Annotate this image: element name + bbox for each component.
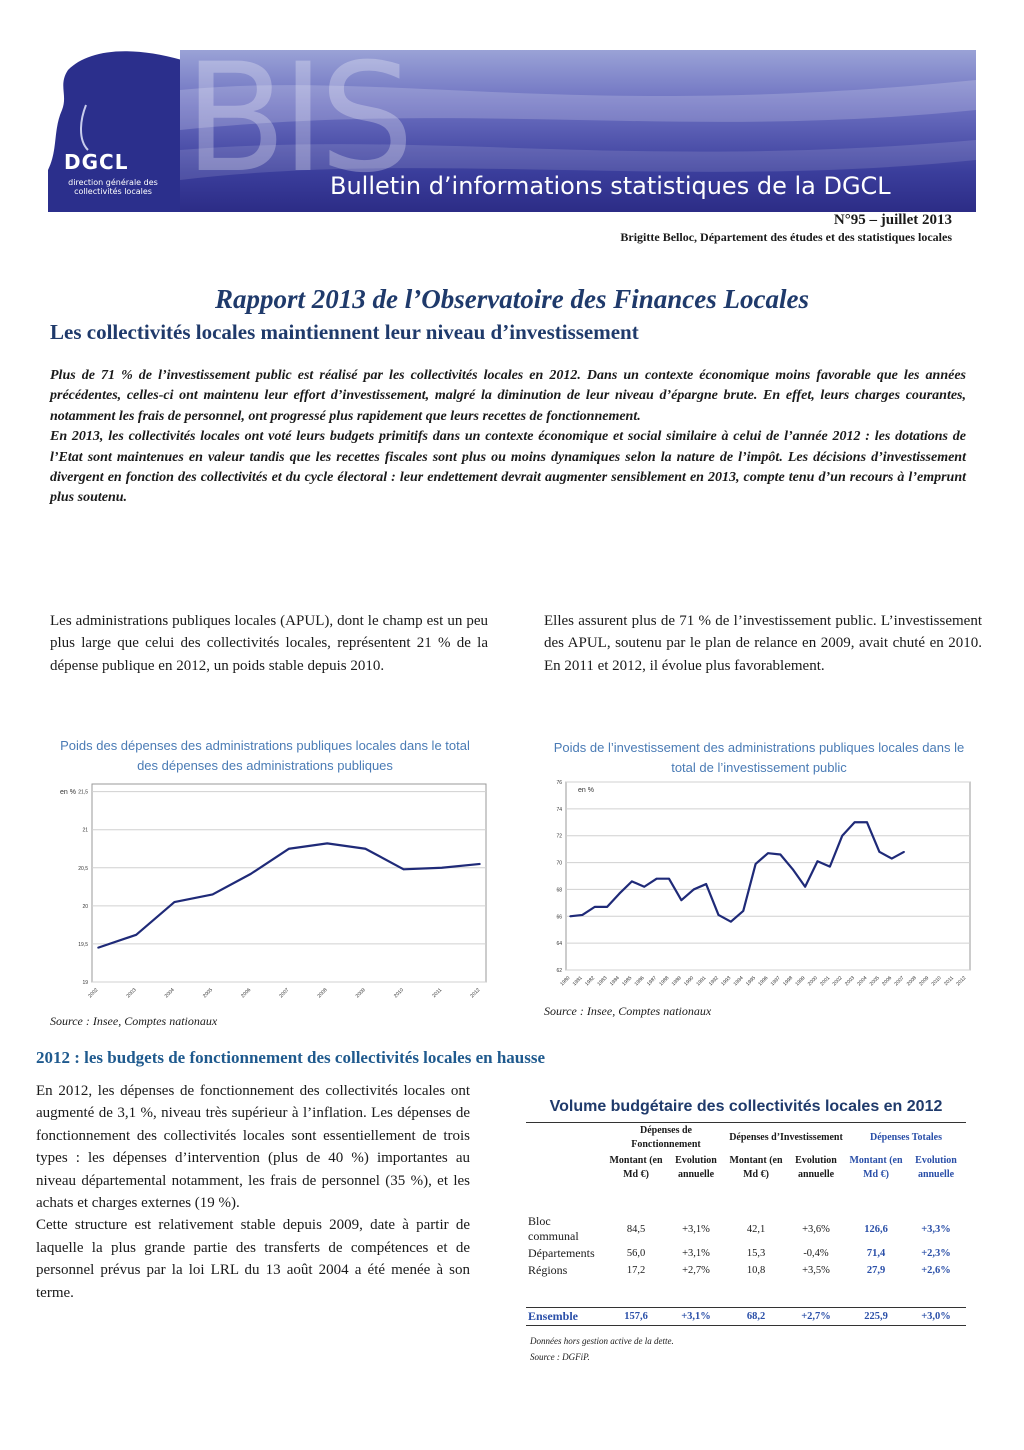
data-point — [582, 914, 584, 916]
data-point — [792, 868, 794, 870]
x-tick-label: 1994 — [732, 975, 745, 988]
x-tick-label: 2007 — [893, 975, 906, 988]
y-tick-label: 72 — [556, 833, 562, 840]
chart2-source: Source : Insee, Comptes nationaux — [544, 1004, 712, 1018]
chart2-title: Poids de l’investissement des administrations publiques locales dans le total de l’investissement public — [553, 740, 965, 775]
data-point — [693, 889, 695, 891]
left-column-text-1 — [50, 610, 488, 677]
table-source: Source : DGFiP. — [530, 1352, 590, 1362]
data-point — [97, 947, 99, 949]
right-column-text-1 — [544, 610, 982, 677]
y-tick-label: 66 — [556, 914, 562, 921]
data-point — [135, 934, 137, 936]
data-point — [479, 863, 481, 865]
x-tick-label: 1995 — [744, 975, 758, 988]
table-sub-header — [526, 1153, 966, 1183]
series-line — [570, 822, 904, 921]
x-tick-label: 2012 — [469, 987, 482, 1000]
y-tick-label: 20 — [82, 903, 88, 910]
y-tick-label: 74 — [556, 806, 562, 813]
x-tick-label: 2010 — [392, 987, 406, 1000]
x-tick-label: 1990 — [683, 975, 696, 988]
x-tick-label: 1985 — [621, 975, 634, 988]
data-point — [903, 851, 905, 853]
x-tick-label: 1996 — [757, 975, 770, 988]
data-point — [619, 893, 621, 895]
x-tick-label: 1986 — [633, 975, 646, 988]
left-column-text-2 — [36, 1080, 470, 1304]
x-tick-label: 2005 — [201, 987, 215, 1000]
chart1-source: Source : Insee, Comptes nationaux — [50, 1014, 218, 1028]
x-tick-label: 1983 — [596, 975, 609, 988]
data-point — [891, 858, 893, 860]
data-point — [365, 848, 367, 850]
table-group-header — [526, 1123, 966, 1154]
x-tick-label: 2005 — [868, 975, 881, 988]
y-tick-label: 70 — [556, 860, 562, 867]
page-title: Rapport 2013 de l’Observatoire des Finances Locales — [215, 284, 809, 314]
x-tick-label: 1989 — [670, 975, 683, 988]
left2-paragraph-2: Cette structure est relativement stable depuis 2009, date à partir de laquelle la plus grande partie des transferts de compétences et de personnel prévus par la loi LRL du 13 août 2004 a été menée à son terme. — [36, 1217, 470, 1301]
subheader: Montant (en Md €) — [849, 1155, 903, 1180]
issue-number: N°95 – juillet 2013 — [833, 212, 952, 228]
x-tick-label: 2003 — [843, 975, 857, 988]
logo-subtext: direction générale des collectivités locales — [68, 178, 158, 196]
data-point — [841, 835, 843, 837]
dgcl-logo — [48, 50, 182, 212]
x-tick-label: 2011 — [943, 975, 956, 988]
banner-title: Bulletin d’informations statistiques de la DGCL — [330, 172, 891, 200]
data-point — [767, 852, 769, 854]
plot-area — [92, 784, 486, 982]
x-tick-label: 2009 — [354, 987, 367, 1000]
table-title: Volume budgétaire des collectivités locales en 2012 — [549, 1098, 943, 1115]
x-tick-label: 2008 — [905, 975, 918, 988]
data-point — [705, 883, 707, 885]
x-tick-label: 1981 — [571, 975, 584, 988]
data-point — [742, 910, 744, 912]
y-tick-label: 76 — [556, 780, 562, 786]
logo-text: DGCL — [64, 150, 129, 174]
y-tick-label: 21,5 — [78, 789, 88, 796]
x-tick-label: 1992 — [707, 975, 720, 988]
y-tick-label: 62 — [556, 968, 562, 974]
x-tick-label: 1980 — [559, 975, 572, 988]
y-tick-label: 19,5 — [78, 941, 88, 948]
right-paragraph-1: Elles assurent plus de 71 % de l’investissement public. L’investissement des APUL, soutenu par le plan de relance en 2009, avait chuté en 2010. En 2011 et 2012, il évolue plus favorablement. — [544, 613, 982, 674]
y-axis-label: en % — [60, 789, 76, 796]
x-tick-label: 2004 — [856, 975, 869, 988]
x-tick-label: 2008 — [316, 987, 329, 1000]
data-point — [606, 906, 608, 908]
table-note: Données hors gestion active de la dette. — [530, 1336, 674, 1346]
data-point — [288, 848, 290, 850]
subheader: Montant (en Md €) — [609, 1155, 663, 1180]
data-point — [829, 866, 831, 868]
data-point — [755, 863, 757, 865]
data-point — [656, 878, 658, 880]
subheader: Evolution annuelle — [915, 1155, 957, 1180]
chart1-weight-apul-spending — [50, 780, 490, 1012]
x-tick-label: 2007 — [278, 987, 291, 1000]
data-point — [854, 821, 856, 823]
data-point — [212, 894, 214, 896]
subheader: Evolution annuelle — [675, 1155, 717, 1180]
data-point — [879, 851, 881, 853]
data-point — [780, 854, 782, 856]
data-point — [866, 821, 868, 823]
table-row: Régions 17,2 +2,7% 10,8 +3,5% 27,9 +2,6% — [528, 1263, 951, 1277]
x-tick-label: 2002 — [87, 987, 100, 1000]
data-point — [681, 899, 683, 901]
y-axis-label: en % — [578, 787, 594, 794]
table-total-row: Ensemble 157,6 +3,1% 68,2 +2,7% 225,9 +3,0% — [526, 1307, 966, 1325]
x-tick-label: 2002 — [831, 975, 844, 988]
x-tick-label: 2003 — [125, 987, 138, 1000]
page-subtitle: Les collectivités locales maintiennent leur niveau d’investissement — [50, 320, 639, 344]
x-tick-label: 1997 — [769, 975, 782, 988]
plot-area — [566, 782, 970, 970]
abstract — [50, 366, 966, 509]
data-point — [643, 886, 645, 888]
data-point — [441, 867, 443, 869]
y-tick-label: 21 — [82, 827, 88, 834]
data-point — [804, 886, 806, 888]
x-tick-label: 2004 — [163, 987, 176, 1000]
x-tick-label: 2006 — [240, 987, 253, 1000]
data-point — [403, 868, 405, 870]
chart2-weight-apul-investment — [544, 778, 974, 1000]
data-point — [668, 878, 670, 880]
table-row: Bloc communal 84,5 +3,1% 42,1 +3,6% 126,6 +3,3% — [528, 1214, 951, 1243]
abstract-paragraph-2: En 2013, les collectivités locales ont voté leurs budgets primitifs dans un contexte économique et social similaire à celui de l’année 2012 : les dotations de l’Etat sont maintenues en valeur tandis que les recettes fiscales sont plus ou moins dynamiques selon la nature de l’impôt. Les décisions d’investissement divergent en fonction des collectivités et du cycle électoral : leur endettement devrait augmenter sensiblement en 2013, compte tenu d’un recours à l’emprunt plus soutenu. — [50, 429, 966, 506]
header-banner — [180, 50, 976, 212]
x-tick-label: 2006 — [881, 975, 894, 988]
data-point — [594, 906, 596, 908]
group-totales: Dépenses Totales — [846, 1123, 966, 1154]
y-tick-label: 64 — [556, 941, 562, 948]
section-title: 2012 : les budgets de fonctionnement des collectivités locales en hausse — [36, 1048, 546, 1067]
x-tick-label: 1988 — [658, 975, 671, 988]
x-tick-label: 2010 — [930, 975, 943, 988]
x-tick-label: 1999 — [794, 975, 807, 988]
abstract-paragraph-1: Plus de 71 % de l’investissement public est réalisé par les collectivités locales en 2012. Dans un contexte économique moins favorable que les années précédentes, celles-ci ont maintenu leur effort d’investissement, malgré la diminution de leur niveau d’épargne brute. En effet, leurs charges courantes, notamment les frais de personnel, ont progressé plus rapidement que leurs recettes de fonctionnement. — [50, 368, 966, 424]
x-tick-label: 1984 — [608, 975, 621, 988]
x-tick-label: 1991 — [695, 975, 708, 988]
series-line — [98, 843, 480, 947]
data-point — [730, 921, 732, 923]
x-tick-label: 1987 — [645, 975, 659, 988]
x-tick-label: 1982 — [584, 975, 597, 988]
x-tick-label: 2001 — [819, 975, 832, 988]
left-paragraph-1: Les administrations publiques locales (APUL), dont le champ est un peu plus large que celui des collectivités locales, représentent 21 % de la dépense publique en 2012, un poids stable depuis 2010. — [50, 613, 488, 674]
x-tick-label: 2000 — [806, 975, 819, 988]
data-point — [250, 873, 252, 875]
left2-paragraph-1: En 2012, les dépenses de fonctionnement des collectivités locales ont augmenté de 3,1 %, niveau très supérieur à l’inflation. Les dépenses de fonctionnement des collectivités locales sont essentiellement de trois types : les dépenses d’intervention (plus de 40 %) importantes au niveau départemental notamment, les frais de personnel (35 %), et les achats et charges externes (19 %). — [36, 1083, 470, 1212]
group-investissement: Dépenses d’Investissement — [726, 1123, 846, 1154]
x-tick-label: 1998 — [782, 975, 795, 988]
budget-table — [526, 1122, 966, 1326]
x-tick-label: 1993 — [720, 975, 733, 988]
group-fonctionnement: Dépenses de Fonctionnement — [606, 1123, 726, 1154]
y-tick-label: 19 — [82, 980, 88, 986]
x-tick-label: 2009 — [918, 975, 931, 988]
data-point — [718, 914, 720, 916]
author-line: Brigitte Belloc, Département des études et des statistiques locales — [620, 230, 952, 244]
x-tick-label: 2011 — [431, 987, 444, 1000]
subheader: Evolution annuelle — [795, 1155, 837, 1180]
banner-bis: BIS — [184, 50, 409, 206]
data-point — [631, 881, 633, 883]
y-tick-label: 68 — [556, 887, 562, 894]
subheader: Montant (en Md €) — [729, 1155, 783, 1180]
y-tick-label: 20,5 — [78, 865, 88, 872]
data-point — [569, 915, 571, 917]
x-tick-label: 2012 — [955, 975, 968, 988]
data-point — [174, 901, 176, 903]
table-row: Départements 56,0 +3,1% 15,3 -0,4% 71,4 +2,3% — [528, 1246, 951, 1260]
data-point — [817, 860, 819, 862]
data-point — [326, 843, 328, 845]
chart1-title: Poids des dépenses des administrations publiques locales dans le total des dépenses des administrations publiques — [60, 738, 470, 773]
